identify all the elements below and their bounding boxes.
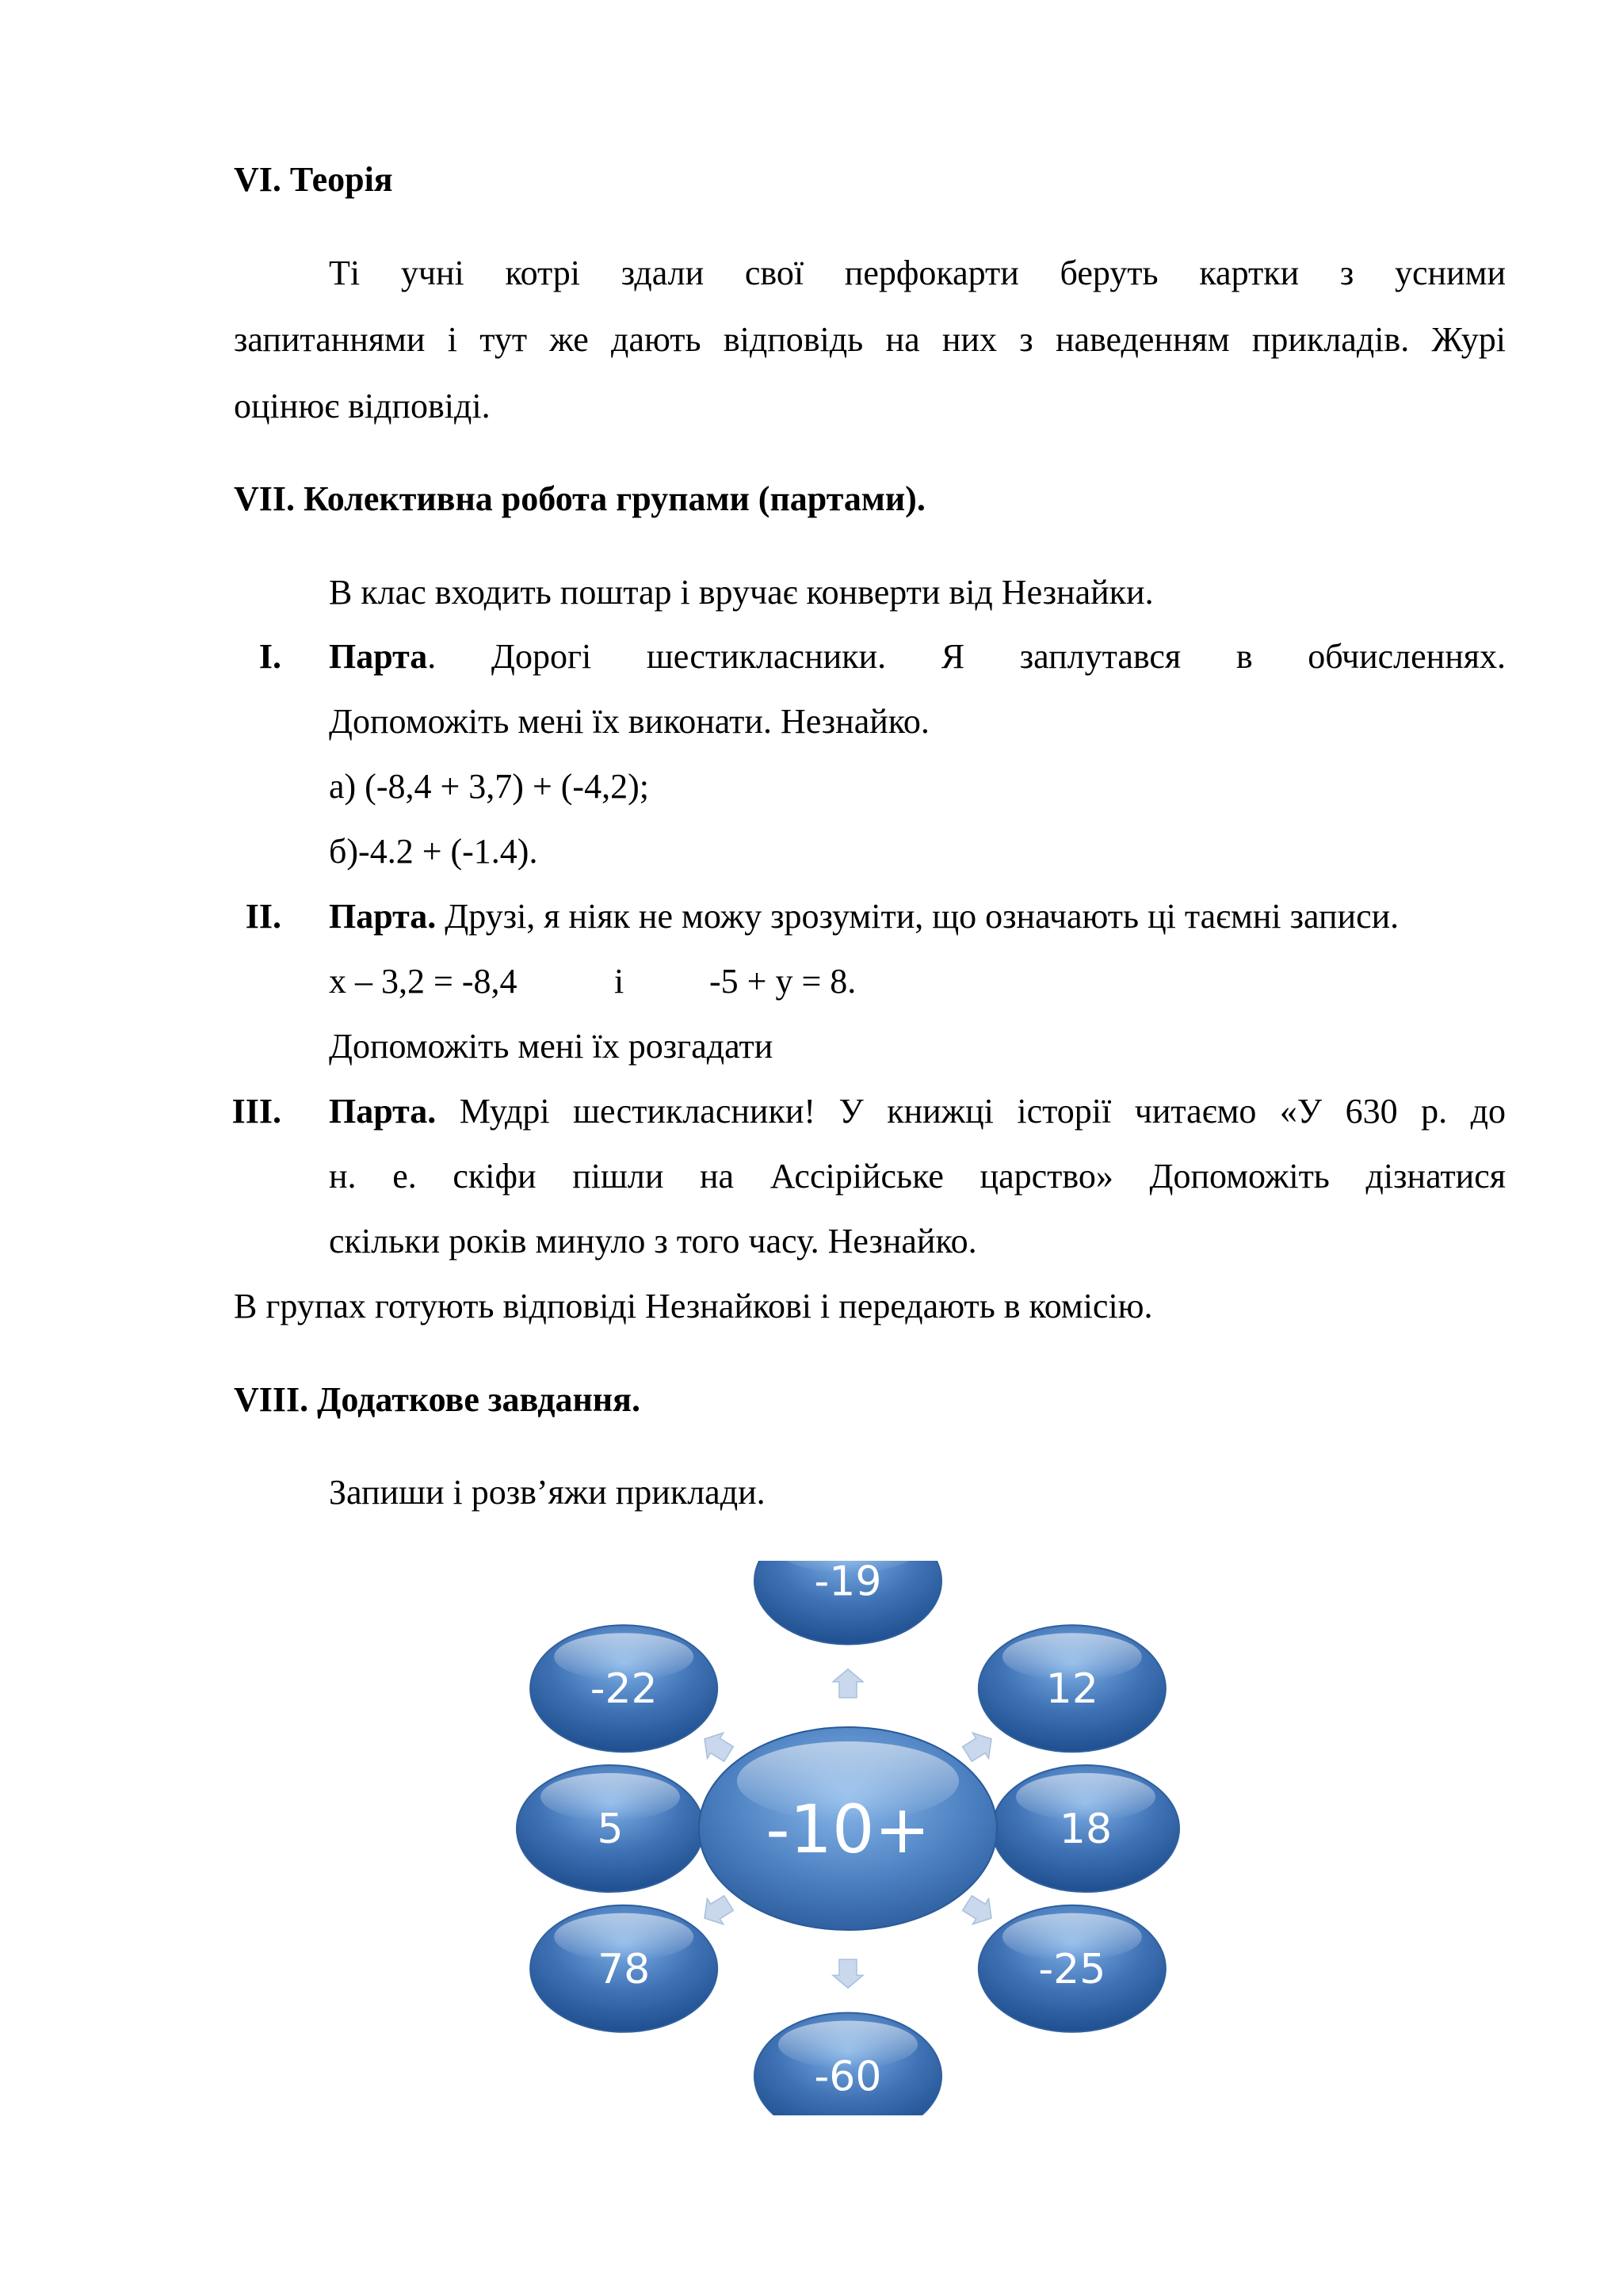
desk-2-equation-1: x – 3,2 = -8,4 <box>329 962 517 1001</box>
radial-number-diagram <box>428 1561 1268 2115</box>
arrow-icon <box>833 1959 863 1988</box>
bubble-label: -19 <box>814 1561 882 1606</box>
center-bubble <box>699 1727 997 1930</box>
bubble-label: -25 <box>1038 1945 1106 1993</box>
section-7-heading: VII. Колективна робота групами (партами). <box>234 479 926 518</box>
desk-2-line-3: Допоможіть мені їх розгадати <box>329 1027 773 1066</box>
desk-1-line-2: Допоможіть мені їх виконати. Незнайко. <box>329 702 930 741</box>
bubble-7 <box>530 1625 717 1752</box>
arrow-icon <box>959 1890 999 1931</box>
desk-3-line-3: скільки років минуло з того часу. Незнайко. <box>329 1222 977 1261</box>
arrow-icon <box>833 1669 863 1698</box>
section-6-paragraph-line-3: оцінює відповіді. <box>234 387 491 425</box>
desk-2-line-1 <box>329 896 1399 937</box>
bubble-4 <box>754 2013 941 2116</box>
arrow-icon <box>697 1726 737 1767</box>
section-7-outro: В групах готують відповіді Незнайкові і передають в комісію. <box>234 1287 1153 1325</box>
bubble-0 <box>754 1561 941 1645</box>
desk-1-numeral: I. <box>258 637 281 676</box>
section-8-intro: Запиши і розв’яжи приклади. <box>329 1473 766 1512</box>
bubble-label: 18 <box>1059 1806 1113 1853</box>
desk-3-label: Парта. <box>329 1092 437 1131</box>
diagram-svg <box>428 1561 1268 2115</box>
desk-2-label: Парта. <box>329 897 437 936</box>
arrow-icon <box>697 1890 737 1931</box>
bubble-label: 12 <box>1045 1665 1098 1714</box>
desk-2-text: Друзі, я ніяк не можу зрозуміти, що означають ці таємні записи. <box>436 897 1400 936</box>
desk-3-text: Мудрі шестикласники! У книжці історії читаємо «У 630 р. до <box>436 1092 1506 1131</box>
desk-1-task-b: б)-4.2 + (-1.4). <box>329 832 538 871</box>
bubble-label: 78 <box>598 1945 651 1993</box>
desk-1-task-a: а) (-8,4 + 3,7) + (-4,2); <box>329 767 649 806</box>
bubble-2 <box>992 1765 1179 1892</box>
desk-3-line-1 <box>329 1091 1506 1132</box>
desk-3-line-2: н. е. скіфи пішли на Ассірійське царство» Допоможіть дізнатися <box>329 1157 1506 1196</box>
desk-2-numeral: II. <box>245 897 281 936</box>
desk-1-text: . Дорогі шестикласники. Я заплутався в обчисленнях. <box>427 637 1506 676</box>
desk-1-line-1 <box>329 636 1506 677</box>
desk-1-label: Парта <box>329 637 428 676</box>
arrow-icon <box>959 1726 999 1767</box>
bubble-5 <box>530 1905 717 2032</box>
desk-2-equation-2: -5 + y = 8. <box>709 962 857 1001</box>
desk-3-numeral: III. <box>231 1092 281 1131</box>
section-6-paragraph-line-1: Ті учні котрі здали свої перфокарти беруть картки з усними <box>329 254 1506 292</box>
center-label: -10+ <box>766 1790 930 1868</box>
bubble-label: -22 <box>590 1665 658 1714</box>
bubble-1 <box>979 1625 1166 1752</box>
section-7-intro: В клас входить поштар і вручає конверти від Незнайки. <box>329 573 1154 612</box>
desk-2-conjunction: і <box>614 962 624 1001</box>
section-8-heading: VIII. Додаткове завдання. <box>234 1380 640 1419</box>
bubble-label: -60 <box>814 2053 882 2101</box>
bubble-6 <box>517 1765 704 1892</box>
section-6-paragraph-line-2: запитаннями і тут же дають відповідь на них з наведенням прикладів. Журі <box>234 320 1506 359</box>
bubble-label: 5 <box>597 1806 624 1853</box>
bubble-3 <box>979 1905 1166 2032</box>
section-6-heading: VI. Теорія <box>234 160 393 199</box>
